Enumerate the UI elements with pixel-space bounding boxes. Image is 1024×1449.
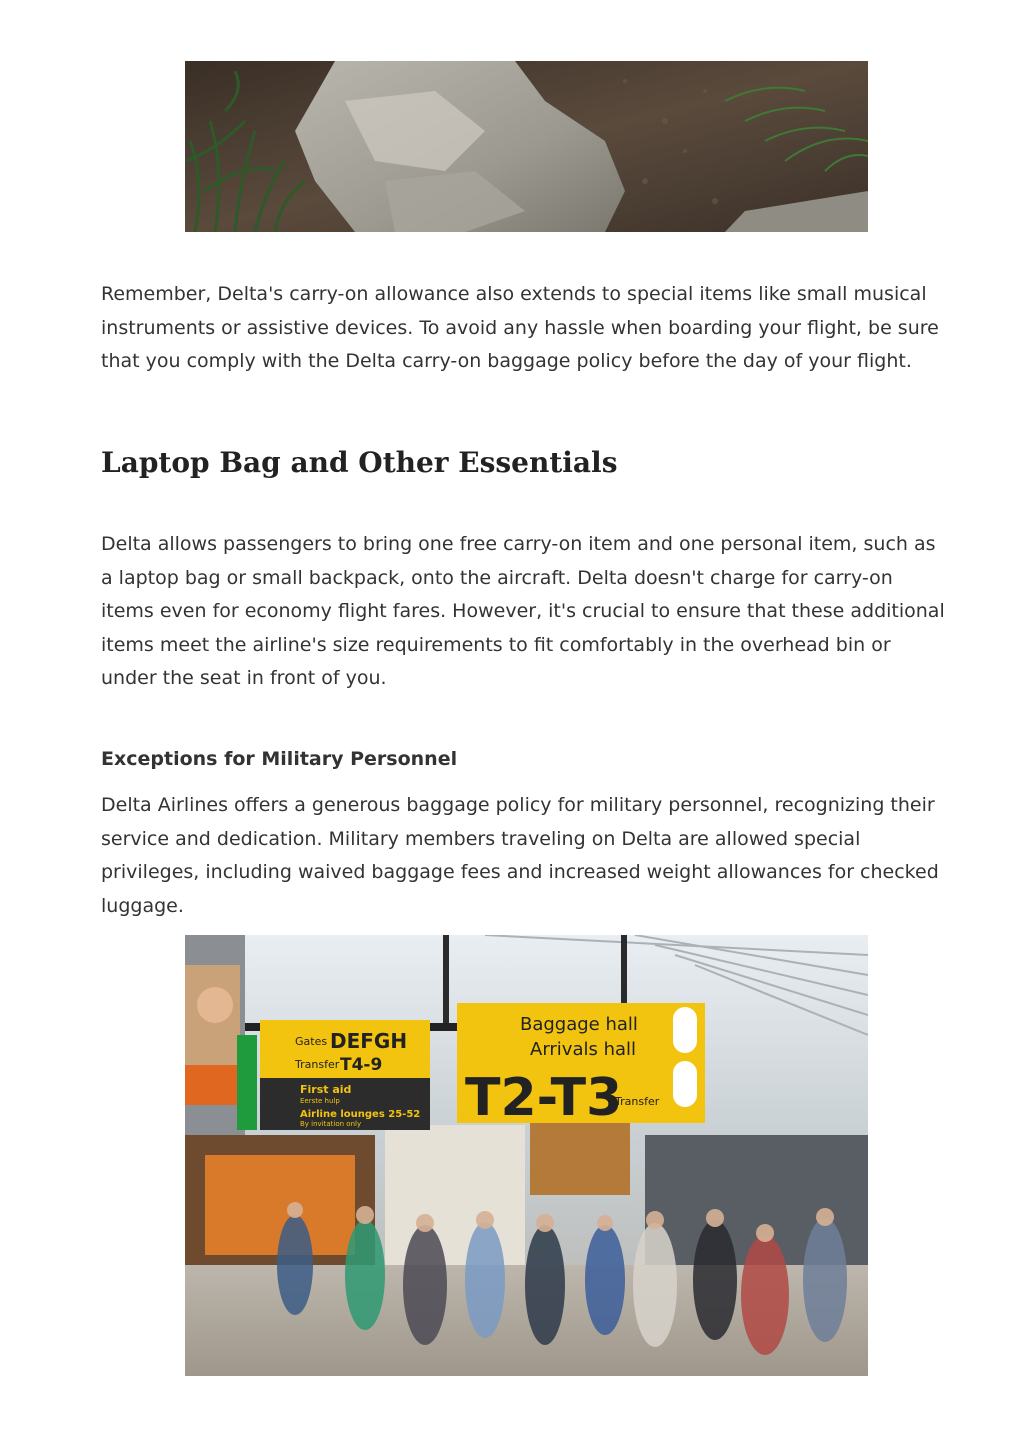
sign-transfer-value: T4-9	[340, 1055, 383, 1075]
airport-photo	[185, 935, 868, 1376]
sign-terminal-transfer: Transfer	[615, 1095, 660, 1108]
sign-gates-label: Gates	[295, 1035, 328, 1048]
sign-arrivals-hall: Arrivals hall	[530, 1039, 637, 1060]
sign-transfer-label: Transfer	[295, 1058, 340, 1071]
sign-first-aid: First aid	[300, 1083, 352, 1096]
paragraph-military-policy: Delta Airlines offers a generous baggage policy for military personnel, recognizing their service and dedication. Military members traveling on Delta are allowed special privileges, including waived baggage fees and increased weight allowances for checked luggage.	[101, 794, 939, 917]
sign-baggage-hall: Baggage hall	[520, 1014, 638, 1035]
sign-lounges: Airline lounges 25-52	[300, 1109, 421, 1120]
heading-military-exceptions: Exceptions for Military Personnel	[101, 748, 458, 770]
paragraph-carry-on-allowance: Delta allows passengers to bring one free carry-on item and one personal item, such as a laptop bag or small backpack, onto the aircraft. Delta doesn't charge for carry-on items even for economy flight fares. However, it's crucial to ensure that these additional items meet the airline's size requirements to fit comfortably in the overhead bin or under the seat in front of you.	[101, 533, 945, 689]
rocks-photo	[185, 61, 868, 232]
sign-first-aid-sub: Eerste hulp	[300, 1097, 340, 1105]
sign-terminal: T2-T3	[465, 1068, 623, 1128]
sign-lounges-sub: By invitation only	[300, 1120, 362, 1128]
paragraph-carry-on-special-items: Remember, Delta's carry-on allowance also extends to special items like small musical instruments or assistive devices. To avoid any hassle when boarding your flight, be sure that you comply with the Delta carry-on baggage policy before the day of your flight.	[101, 283, 939, 372]
sign-gates-value: DEFGH	[330, 1029, 408, 1053]
heading-laptop-bag: Laptop Bag and Other Essentials	[101, 446, 618, 479]
